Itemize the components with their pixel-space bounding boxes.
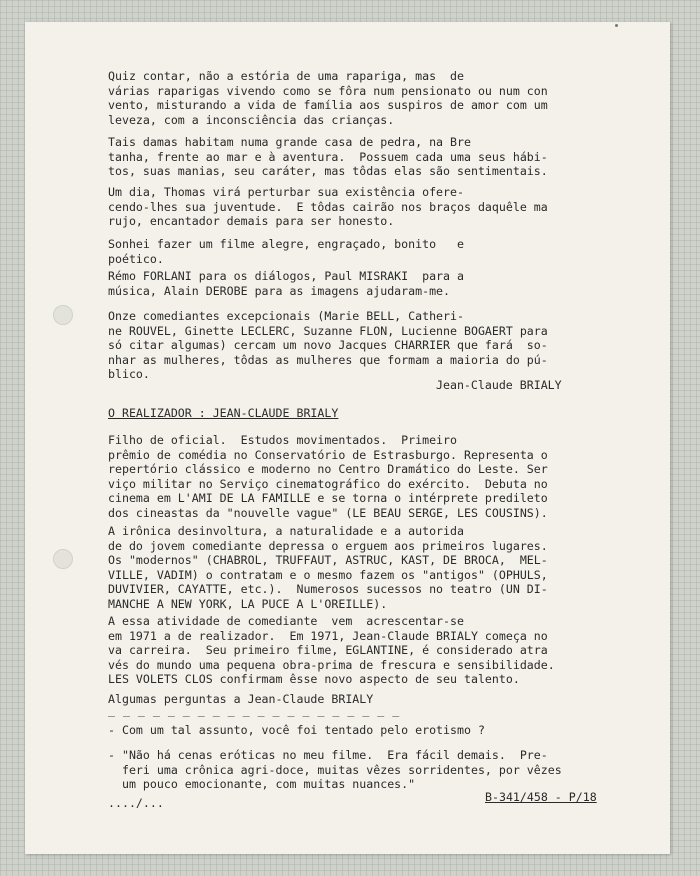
punch-hole [53, 305, 73, 325]
paragraph-credits: Rémo FORLANI para os diálogos, Paul MISRAKI para a música, Alain DEROBE para as imagens ajudaram-me. [108, 269, 464, 298]
pencil-mark [615, 24, 618, 27]
paragraph-filme: Sonhei fazer um filme alegre, engraçado, bonito e poético. [108, 237, 464, 266]
paragraph-career: A irônica desinvoltura, a naturalidade e a autorida de do jovem comediante depressa o erguem aos primeiros lugares. Os "modernos" (CHABROL, TRUFFAUT, ASTRUC, KAST, DE BROCA, MEL- VILLE, VADIM) o contratam e o mesmo fazem os "antigos" (OPHULS, DUVIVIER, CAYATTE, etc.). Numerosos sucessos no teatro (UN DI- MANCHE A NEW YORK, LA PUCE A L'OREILLE). [108, 524, 548, 611]
document-page [25, 22, 670, 854]
paragraph-cast: Onze comediantes excepcionais (Marie BELL, Catheri- ne ROUVEL, Ginette LECLERC, Suzanne FLON, Lucienne BOGAERT para só citar algumas) cercam um novo Jacques CHARRIER que fará so- nhar as mulheres, tôdas as mulheres que formam a maioria do pú- blico. [108, 309, 548, 381]
punch-hole [53, 549, 73, 569]
paragraph-biography: Filho de oficial. Estudos movimentados. Primeiro prêmio de comédia no Conservatório de Estrasburgo. Representa o repertório clássico e moderno no Centro Dramático do Leste. Ser viço militar no Serviço cinematográfico do exército. Debuta no cinema em L'AMI DE LA FAMILLE e se torna o intérprete predileto dos cineastas da "nouvelle vague" (LE BEAU SERGE, LES COUSINS). [108, 433, 548, 520]
paragraph-bretanha: Tais damas habitam numa grande casa de pedra, na Bre tanha, frente ao mar e à aventura. Possuem cada uma seus hábi- tos, suas manias, seu caráter, mas tôdas elas são sentimentais. [108, 135, 548, 178]
section-heading: O REALIZADOR : JEAN-CLAUDE BRIALY [108, 406, 339, 420]
interview-question: - Com um tal assunto, você foi tentado pelo erotismo ? [108, 723, 485, 737]
signature: Jean-Claude BRIALY [436, 378, 562, 392]
paragraph-thomas: Um dia, Thomas virá perturbar sua existência ofere- cendo-lhes sua juventude. E tôdas cairão nos braços daquêle ma rujo, encantador demais para ser honesto. [108, 185, 548, 228]
interview-rule: _ _ _ _ _ _ _ _ _ _ _ _ _ _ _ _ _ _ _ _ [108, 703, 400, 717]
document-reference: B-341/458 - P/18 [485, 790, 597, 804]
continued-mark: ..../... [108, 796, 164, 810]
paragraph-director: A essa atividade de comediante vem acrescentar-se em 1971 a de realizador. Em 1971, Jean-Claude BRIALY começa no va carreira. Seu primeiro filme, EGLANTINE, é considerado atra vés do mundo uma pequena obra-prima de frescura e sensibilidade. LES VOLETS CLOS confirmam êsse novo aspecto de seu talento. [108, 614, 555, 686]
paragraph-intro: Quiz contar, não a estória de uma rapariga, mas de várias raparigas vivendo como se fôra num pensionato ou num con vento, misturando a vida de família aos suspiros de amor com um leveza, com a inconsciência das crianças. [108, 69, 548, 127]
interview-title: Algumas perguntas a Jean-Claude BRIALY [108, 692, 374, 706]
interview-answer: - "Não há cenas eróticas no meu filme. Era fácil demais. Pre- feri uma crônica agri-doce, muitas vêzes sorridentes, por vêzes um pouco emocionante, com muitas nuances." [108, 748, 562, 791]
